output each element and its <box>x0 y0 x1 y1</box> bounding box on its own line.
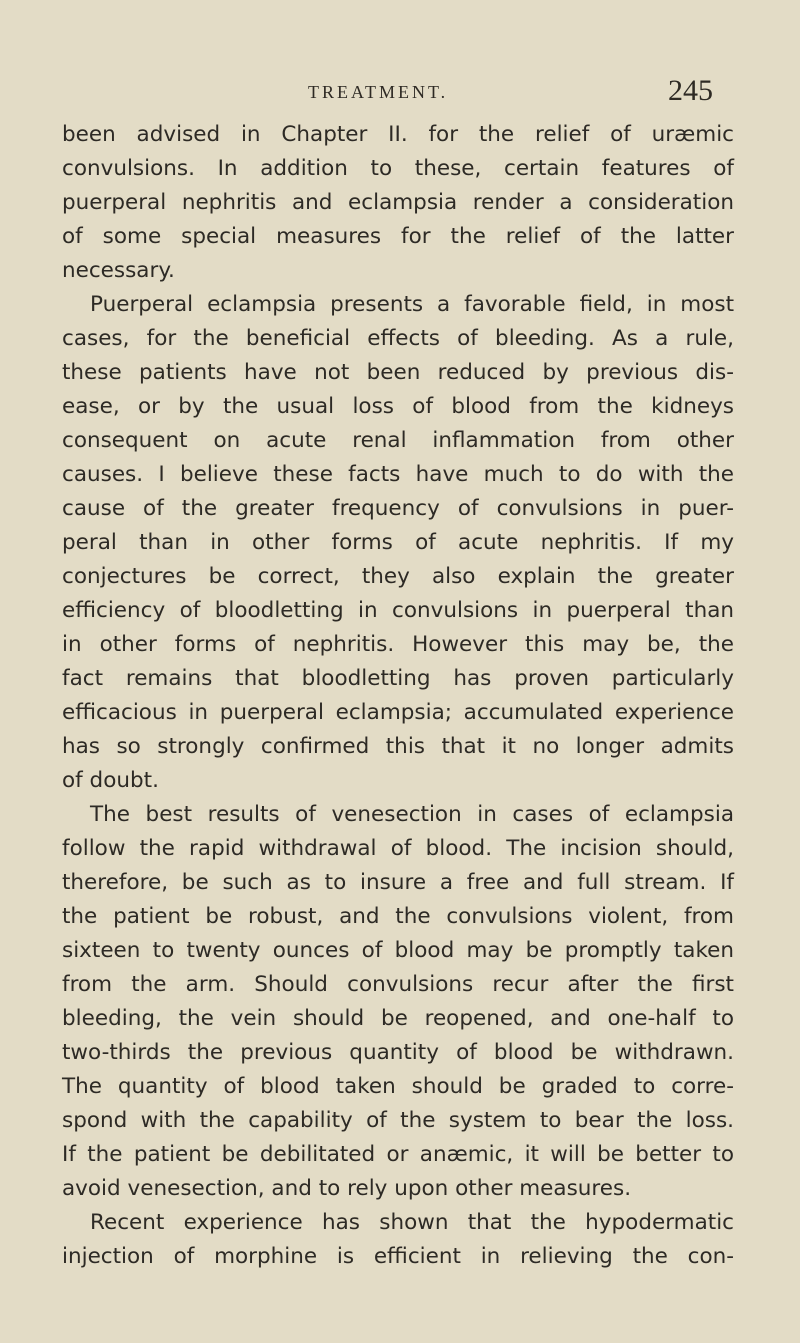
text-line: injection of morphine is efficient in relieving the con- <box>62 1244 734 1269</box>
text-line: the patient be robust, and the convulsions violent, from <box>62 904 734 929</box>
paragraph-first-line: Recent experience has shown that the hypodermatic <box>90 1210 734 1235</box>
text-line: from the arm. Should convulsions recur after the first <box>62 972 734 997</box>
text-line: puerperal nephritis and eclampsia render a consideration <box>62 190 734 215</box>
text-line: convulsions. In addition to these, certain features of <box>62 156 734 181</box>
text-line: conjectures be correct, they also explain the greater <box>62 564 734 589</box>
text-line: been advised in Chapter II. for the relief of uræmic <box>62 122 734 147</box>
text-line: two-thirds the previous quantity of blood be withdrawn. <box>62 1040 734 1065</box>
text-line: of doubt. <box>62 768 159 793</box>
text-line: cases, for the beneficial effects of bleeding. As a rule, <box>62 326 734 351</box>
text-line: spond with the capability of the system to bear the loss. <box>62 1108 734 1133</box>
text-line: bleeding, the vein should be reopened, and one-half to <box>62 1006 734 1031</box>
text-line: these patients have not been reduced by previous dis- <box>62 360 734 385</box>
text-line: If the patient be debilitated or anæmic, it will be better to <box>62 1142 734 1167</box>
running-header-title: TREATMENT. <box>308 82 449 102</box>
paragraph-first-line: The best results of venesection in cases of eclampsia <box>90 802 734 827</box>
text-line: sixteen to twenty ounces of blood may be promptly taken <box>62 938 734 963</box>
text-line: avoid venesection, and to rely upon other measures. <box>62 1176 632 1201</box>
text-line: causes. I believe these facts have much to do with the <box>62 462 734 487</box>
text-line: efficacious in puerperal eclampsia; accumulated experience <box>62 700 734 725</box>
text-line: ease, or by the usual loss of blood from the kidneys <box>62 394 734 419</box>
text-line: therefore, be such as to insure a free and full stream. If <box>62 870 734 895</box>
text-line: consequent on acute renal inflammation from other <box>62 428 734 453</box>
page-number: 245 <box>668 74 713 107</box>
running-header <box>0 74 800 110</box>
text-line: cause of the greater frequency of convulsions in puer- <box>62 496 734 521</box>
paragraph-first-line: Puerperal eclampsia presents a favorable field, in most <box>90 292 734 317</box>
text-line: of some special measures for the relief of the latter <box>62 224 734 249</box>
text-line: in other forms of nephritis. However this may be, the <box>62 632 734 657</box>
text-line: efficiency of bloodletting in convulsions in puerperal than <box>62 598 734 623</box>
text-line: fact remains that bloodletting has proven particularly <box>62 666 734 691</box>
text-line: The quantity of blood taken should be graded to corre- <box>62 1074 734 1099</box>
text-line: follow the rapid withdrawal of blood. The incision should, <box>62 836 734 861</box>
text-line: has so strongly confirmed this that it no longer admits <box>62 734 734 759</box>
text-line: peral than in other forms of acute nephritis. If my <box>62 530 734 555</box>
text-line: necessary. <box>62 258 175 283</box>
